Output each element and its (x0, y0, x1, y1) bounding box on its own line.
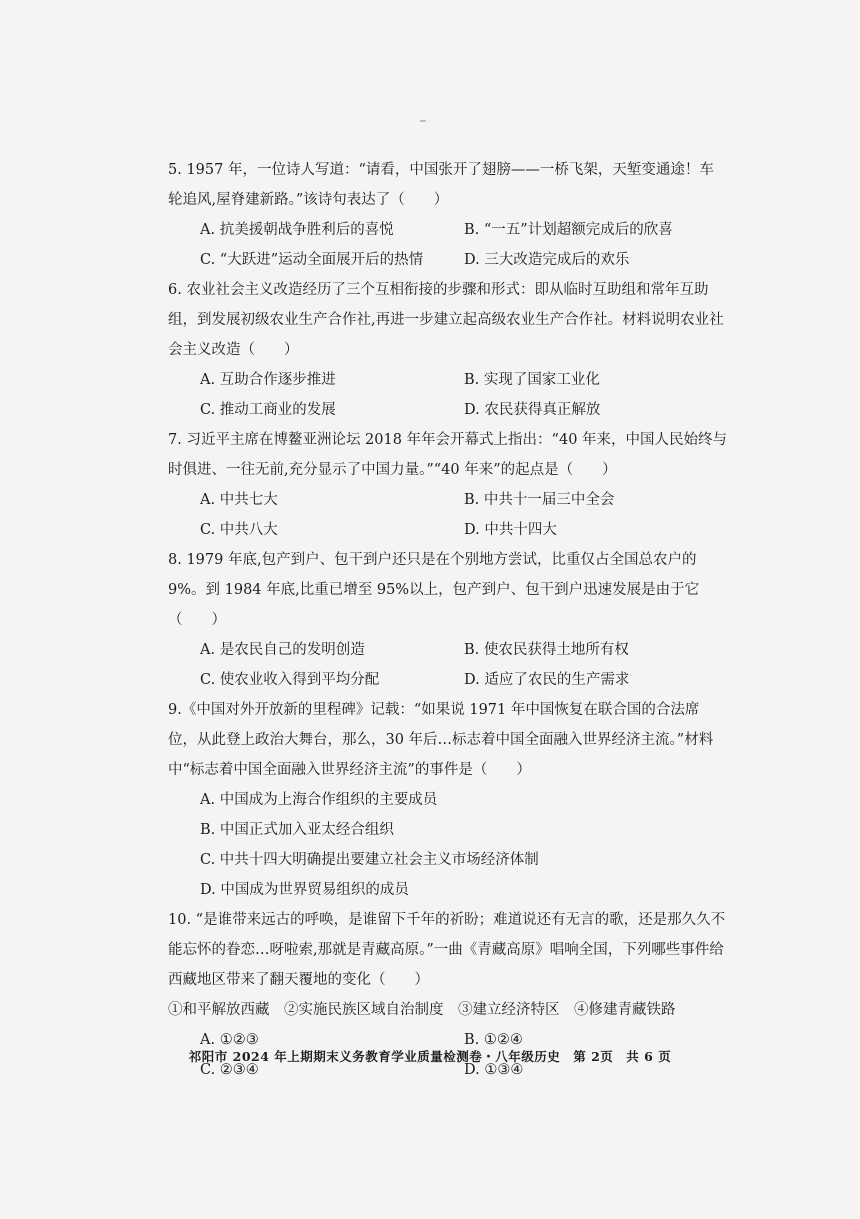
option-c: C. 推动工商业的发展 (200, 402, 336, 418)
question-stem: 8. 1979 年底,包产到户、包干到户还只是在个别地方尝试，比重仅占全国总农户的 9%。到 1984 年底,比重已增至 95%以上，包产到户、包干到户迅速发展是由于它（ ） (168, 552, 700, 628)
option-c: C. ②③④ (200, 1062, 259, 1078)
question-list (168, 155, 728, 1085)
option-a: A. 互助合作逐步推进 (200, 372, 336, 388)
question-9 (168, 695, 728, 905)
option-b: B. 中共十一届三中全会 (464, 492, 615, 508)
question-5 (168, 155, 728, 275)
option-grid (168, 215, 728, 275)
option-d: D. ①③④ (464, 1062, 524, 1078)
option-d: D. 三大改造完成后的欢乐 (464, 252, 630, 268)
question-stem: 6. 农业社会主义改造经历了三个互相衔接的步骤和形式：即从临时互助组和常年互助组，到发展初级农业生产合作社,再进一步建立起高级农业生产合作社。材料说明农业社会主义改造（ ） (168, 282, 724, 358)
option-list (168, 785, 728, 905)
option-grid (168, 485, 728, 545)
option-a: A. 是农民自己的发明创造 (200, 642, 365, 658)
option-c: C. 中共十四大明确提出要建立社会主义市场经济体制 (200, 852, 539, 868)
option-c: C. 中共八大 (200, 522, 278, 538)
option-b: B. 中国正式加入亚太经合组织 (200, 822, 394, 838)
page-footer: 祁阳市 2024 年上期期末义务教育学业质量检测卷・八年级历史 第 2页 共 6 页 (188, 1049, 672, 1064)
option-a: A. 中国成为上海合作组织的主要成员 (200, 792, 438, 808)
option-c: C. 使农业收入得到平均分配 (200, 672, 380, 688)
option-a: A. 抗美援朝战争胜利后的喜悦 (200, 222, 394, 238)
option-b: B. “一五”计划超额完成后的欣喜 (464, 222, 673, 238)
option-grid (168, 635, 728, 695)
numbered-items: ①和平解放西藏 ②实施民族区域自治制度 ③建立经济特区 ④修建青藏铁路 (168, 1002, 676, 1018)
option-b: B. ①②④ (464, 1032, 523, 1048)
option-grid (168, 365, 728, 425)
option-a: A. 中共七大 (200, 492, 278, 508)
question-stem: 10. “是谁带来远古的呼唤，是谁留下千年的祈盼；难道说还有无言的歌，还是那久久不能忘怀的眷恋…呀啦索,那就是青藏高原。”一曲《青藏高原》唱响全国，下列哪些事件给西藏地区带来了翻天覆地的变化（ ） (168, 912, 726, 988)
option-b: B. 使农民获得土地所有权 (464, 642, 629, 658)
question-8 (168, 545, 728, 695)
option-d: D. 中国成为世界贸易组织的成员 (200, 882, 409, 898)
option-c: C. “大跃进”运动全面展开后的热情 (200, 252, 424, 268)
option-b: B. 实现了国家工业化 (464, 372, 600, 388)
question-stem: 5. 1957 年，一位诗人写道：“请看，中国张开了翅膀——一桥飞架，天堑变通途！车轮追风,屋脊建新路。”该诗句表达了（ ） (168, 162, 714, 208)
option-d: D. 农民获得真正解放 (464, 402, 601, 418)
question-stem: 9.《中国对外开放新的里程碑》记载：“如果说 1971 年中国恢复在联合国的合法席位，从此登上政治大舞台，那么，30 年后…标志着中国全面融入世界经济主流。”材料中“标志着中国全面融入世界经济主流”的事件是（ ） (168, 702, 714, 778)
scan-smudge (420, 120, 426, 122)
question-7 (168, 425, 728, 545)
question-stem: 7. 习近平主席在博鳌亚洲论坛 2018 年年会开幕式上指出：“40 年来，中国人民始终与时俱进、一往无前,充分显示了中国力量。”“40 年来”的起点是（ ） (168, 432, 728, 478)
option-d: D. 中共十四大 (464, 522, 557, 538)
option-a: A. ①②③ (200, 1032, 259, 1048)
question-6 (168, 275, 728, 425)
option-d: D. 适应了农民的生产需求 (464, 672, 630, 688)
